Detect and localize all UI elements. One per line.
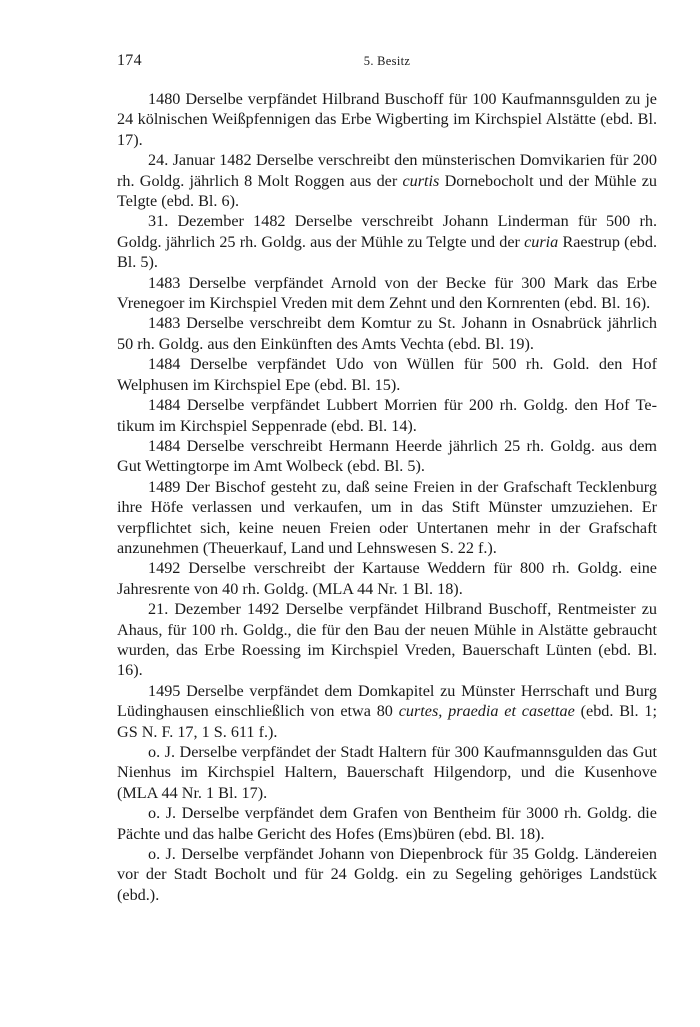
entry-paragraph: 1484 Derselbe verpfändet Udo von Wüllen für 500 rh. Gold. den Hof Welphusen im Kirchspiel Epe (ebd. Bl. 15). xyxy=(117,355,657,394)
entry-paragraph: 21. Dezember 1492 Derselbe verpfändet Hilbrand Buschoff, Rentmeister zu Ahaus, für 100 rh. Goldg., die für den Bau der neuen Mühle in Alstätte gebraucht wurden, das Erbe Roessing im Kirchspiel Vreden, Bauerschaft Lünten (ebd. Bl. 16). xyxy=(117,600,657,680)
entry-paragraph: 1484 Derselbe verpfändet Lubbert Morrien für 200 rh. Goldg. den Hof Tetikum im Kirchspiel Seppenrade (ebd. Bl. 14). xyxy=(117,396,657,435)
entry-paragraph: 1495 Derselbe verpfändet dem Domkapitel zu Münster Herrschaft und Burg Lüdinghausen einschließlich von etwa 80 curtes, praedia et casettae (ebd. Bl. 1; GS N. F. 17, 1 S. 611 f.). xyxy=(117,681,658,741)
page-body xyxy=(117,89,657,905)
entry-paragraph: 1492 Derselbe verschreibt der Kartause Weddern für 800 rh. Goldg. eine Jahresrente von 40 rh. Goldg. (MLA 44 Nr. 1 Bl. 18). xyxy=(117,559,657,598)
page-number: 174 xyxy=(117,52,142,69)
entry-paragraph: o. J. Derselbe verpfändet der Stadt Haltern für 300 Kaufmannsgulden das Gut Nienhus im Kirchspiel Haltern, Bauerschaft Hilgendorp, und die Kusenhove (MLA 44 Nr. 1 Bl. 17). xyxy=(117,743,657,802)
entry-paragraph: 1480 Derselbe verpfändet Hilbrand Buschoff für 100 Kaufmannsgulden zu je 24 kölnischen Weißpfennigen das Erbe Wigberting im Kirchspiel Alstätte (ebd. Bl. 17). xyxy=(117,90,657,149)
running-head: 5. Besitz xyxy=(363,54,411,68)
entry-paragraph: 1484 Derselbe verschreibt Hermann Heerde jährlich 25 rh. Goldg. aus dem Gut Wettingtorpe im Amt Wolbeck (ebd. Bl. 5). xyxy=(117,436,657,476)
entry-paragraph: 24. Januar 1482 Derselbe verschreibt den münsterischen Domvikarien für 200 rh. Goldg. jährlich 8 Molt Roggen aus der curtis Dornebocholt und der Mühle zu Telgte (ebd. Bl. 6). xyxy=(117,151,657,211)
page-header xyxy=(117,52,657,74)
entry-paragraph: 1483 Derselbe verschreibt dem Komtur zu St. Johann in Osnabrück jährlich 50 rh. Goldg. aus den Einkünften des Amts Vechta (ebd. Bl. 19). xyxy=(117,314,657,353)
entry-paragraph: o. J. Derselbe verpfändet dem Grafen von Bentheim für 3000 rh. Goldg. die Pächte und das halbe Gericht des Hofes (Ems)büren (ebd. Bl. 18). xyxy=(117,804,657,843)
entry-paragraph: 1483 Derselbe verpfändet Arnold von der Becke für 300 Mark das Erbe Vrenegoer im Kirchspiel Vreden mit dem Zehnt und den Kornrenten (ebd. Bl. 16). xyxy=(117,273,657,313)
entry-paragraph: o. J. Derselbe verpfändet Johann von Diepenbrock für 35 Goldg. Ländereien vor der Stadt Bocholt und für 24 Goldg. ein zu Segeling gehöriges Landstück (ebd.). xyxy=(117,845,657,904)
entry-paragraph: 31. Dezember 1482 Derselbe verschreibt Johann Linderman für 500 rh. Goldg. jährlich 25 rh. Goldg. aus der Mühle zu Telgte und der curia Raestrup (ebd. Bl. 5). xyxy=(117,212,657,272)
entry-paragraph: 1489 Der Bischof gesteht zu, daß seine Freien in der Grafschaft Tecklenburg ihre Höfe verlassen und verkaufen, um in das Stift Münster umzuziehen. Er verpflichtet sich, keine neuen Freien oder Untertanen mehr in der Grafschaft anzunehmen (Theuerkauf, Land und Lehnswesen S. 22 f.). xyxy=(117,477,657,557)
